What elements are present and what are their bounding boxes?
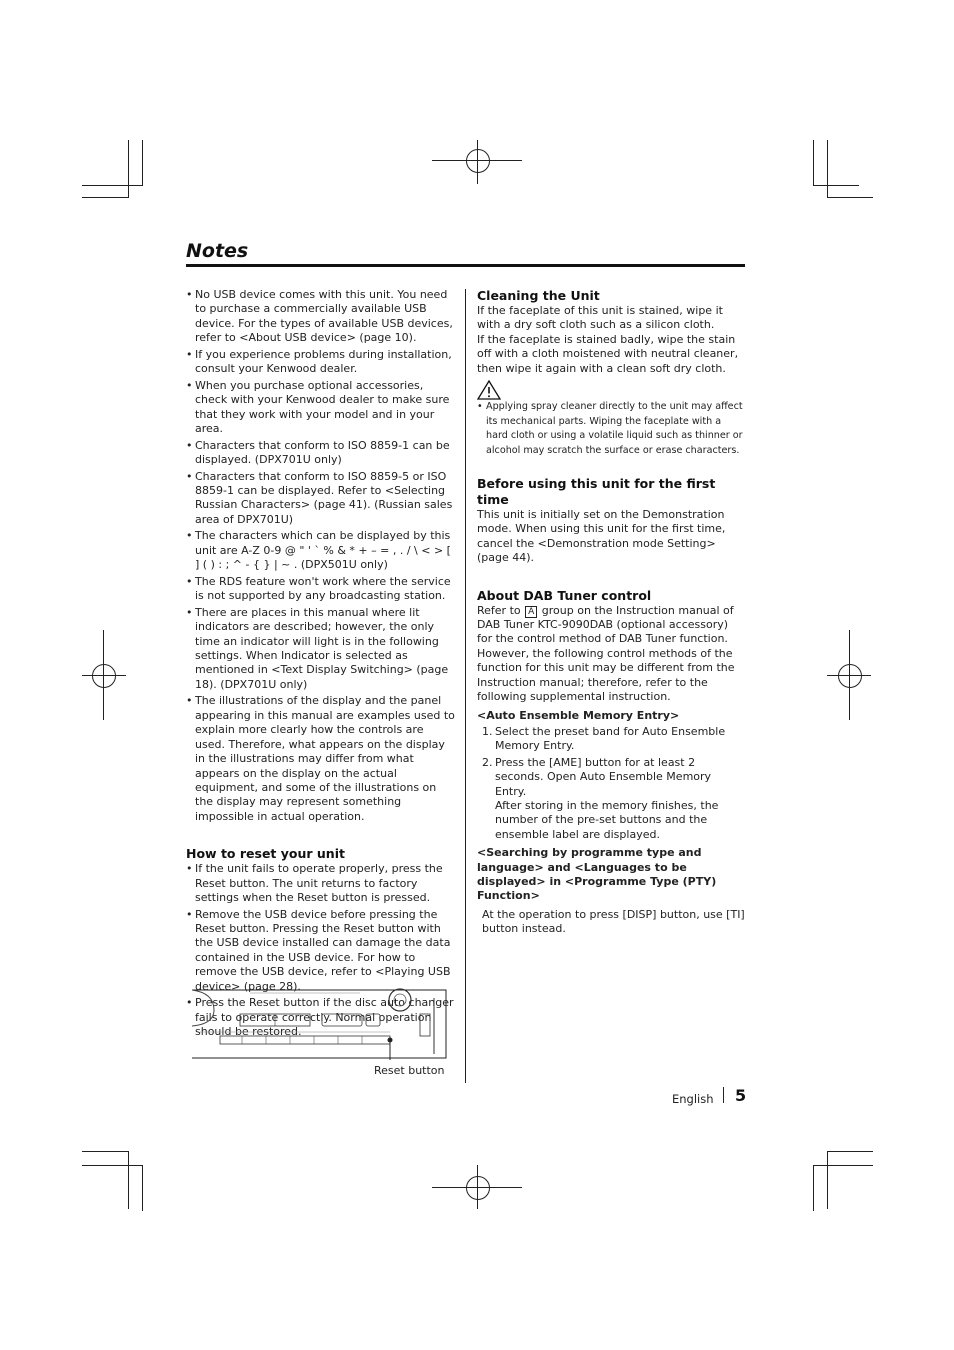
first-time-heading: Before using this unit for the first time (477, 476, 716, 508)
list-item: • The illustrations of the display and the panel appearing in this manual are examples used to explain more clearly how the controls are used. Therefore, what appears on the display in the illustrations may differ from what appears on the display on the actual equipment, and some of the illustrations on the display may represent something impossible in actual operation. (186, 694, 456, 824)
left-column (186, 288, 456, 1042)
list-item: • The RDS feature won't work where the service is not supported by any broadcasting station. (186, 575, 456, 604)
title-rule (186, 264, 745, 267)
car-stereo-illustration (190, 988, 448, 1060)
cleaning-heading: Cleaning the Unit (477, 288, 600, 303)
list-item: • Characters that conform to ISO 8859-1 can be displayed. (DPX701U only) (186, 439, 456, 468)
reset-button-dot (388, 1038, 393, 1043)
cleaning-paragraph: If the faceplate is stained badly, wipe the stain off with a cloth moistened with neutral cleaner, then wipe it again with a clean soft dry cloth. (477, 332, 739, 375)
dab-heading: About DAB Tuner control (477, 587, 652, 603)
notes-list (186, 288, 456, 824)
ame-steps (477, 725, 745, 842)
list-item: • Characters that conform to ISO 8859-5 or ISO 8859-1 can be displayed. Refer to <Selecting Russian Characters> (page 41). (Russian sales area of DPX701U) (186, 470, 456, 528)
step-number: 1. (482, 724, 493, 738)
ame-subheading: <Auto Ensemble Memory Entry> (477, 708, 680, 722)
step-number: 2. (482, 755, 493, 769)
dab-paragraph-2: However, the following control methods of the function for this unit may be different from the Instruction manual; therefore, refer to the following supplemental instruction. (477, 646, 735, 704)
reset-button-label: Reset button (374, 1064, 445, 1077)
step-extra-text: After storing in the memory finishes, the number of the pre-set buttons and the ensemble label are displayed. (495, 798, 719, 841)
list-item (477, 725, 745, 754)
list-item (477, 756, 745, 842)
column-divider (465, 289, 466, 1083)
dab-paragraph (477, 604, 745, 647)
dab-text-before: Refer to (477, 603, 521, 617)
first-time-paragraph: This unit is initially set on the Demonstration mode. When using this unit for the first time, cancel the <Demonstration mode Setting> (page 44). (477, 508, 726, 565)
list-item: • When you purchase optional accessories, check with your Kenwood dealer to make sure that they work with your model and in your area. (186, 379, 456, 437)
group-a-box: A (525, 606, 537, 618)
reset-heading: How to reset your unit (186, 846, 345, 862)
list-item: • Press the Reset button if the disc auto changer fails to operate correctly. Normal operation should be restored. (186, 996, 456, 1039)
list-item: • Remove the USB device before pressing the Reset button. Pressing the Reset button with the USB device installed can damage the data contained in the USB device. For how to remove the USB device, refer to <Playing USB device> (page 28). (186, 908, 456, 994)
caution-text: • Applying spray cleaner directly to the unit may affect its mechanical parts. Wiping the faceplate with a hard cloth or using a volatile liquid such as thinner or alcohol may scratch the surface or erase characters. (477, 400, 745, 458)
pty-note: At the operation to press [DISP] button, use [TI] button instead. (482, 907, 745, 936)
pty-subheading: <Searching by programme type and language> and <Languages to be displayed> in <Programme Type (PTY) Function> (477, 846, 717, 903)
right-column (477, 288, 745, 937)
page-title: Notes (186, 240, 249, 262)
footer-language: English (672, 1092, 714, 1106)
dab-text-after: group on the Instruction manual of DAB Tuner KTC-9090DAB (optional accessory) for the control method of DAB Tuner function. (477, 603, 734, 646)
step-text: Press the [AME] button for at least 2 seconds. Open Auto Ensemble Memory Entry. (495, 755, 712, 798)
list-item: • If the unit fails to operate properly, press the Reset button. The unit returns to factory settings when the Reset button is pressed. (186, 862, 456, 905)
list-item: • The characters which can be displayed by this unit are A-Z 0-9 @ " ' ` % & * + – = , . / \ < > [ ] ( ) : ; ^ - { } | ~ . (DPX501U only) (186, 529, 456, 572)
warning-triangle-icon (477, 380, 501, 400)
cleaning-paragraph: If the faceplate of this unit is stained, wipe it with a dry soft cloth such as a silicon cloth. (477, 304, 723, 332)
caution-list (477, 400, 745, 458)
list-item: • No USB device comes with this unit. You need to purchase a commercially available USB device. For the types of available USB devices, refer to <About USB device> (page 10). (186, 288, 456, 346)
footer-separator (723, 1087, 724, 1103)
list-item: • There are places in this manual where lit indicators are described; however, the only time an indicator will light is in the following settings. When Indicator is selected as mentioned in <Text Display Switching> (page 18). (DPX701U only) (186, 606, 456, 692)
step-text: Select the preset band for Auto Ensemble Memory Entry. (495, 724, 726, 753)
list-item: • If you experience problems during installation, consult your Kenwood dealer. (186, 348, 456, 377)
page-number: 5 (735, 1086, 747, 1105)
